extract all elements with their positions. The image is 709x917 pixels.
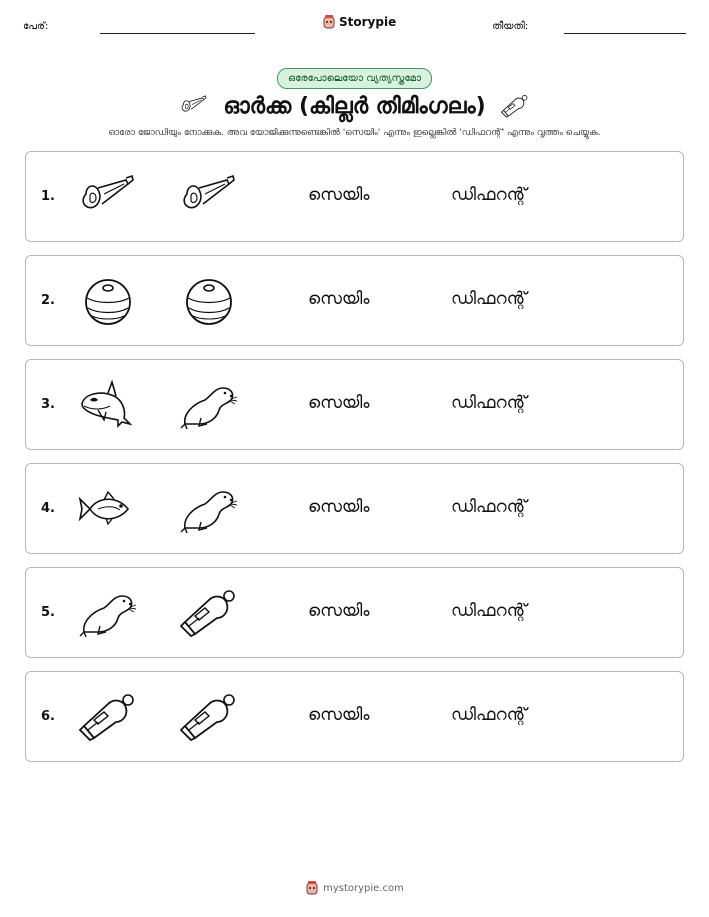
name-label: പേര്: (23, 21, 49, 32)
footer-url: mystorypie.com (323, 882, 404, 894)
ball-icon (179, 276, 239, 326)
same-option[interactable]: സെയിം (308, 289, 370, 309)
date-line (564, 33, 686, 34)
orca-icon (78, 380, 138, 430)
date-label: തീയതി: (492, 21, 529, 32)
fish-icon (78, 484, 138, 534)
ball-icon (78, 276, 138, 326)
same-option[interactable]: സെയിം (308, 601, 370, 621)
whistle-icon (78, 692, 138, 742)
row-number: 2. (41, 293, 55, 308)
page-title: ഓർക്ക (കില്ലർ തിമിംഗലം) (223, 93, 486, 119)
same-option[interactable]: സെയിം (308, 705, 370, 725)
seal-icon (78, 588, 138, 638)
different-option[interactable]: ഡിഫറന്റ് (451, 705, 527, 725)
different-option[interactable]: ഡിഫറന്റ് (451, 289, 527, 309)
title-row (0, 91, 709, 121)
row-number: 6. (41, 709, 55, 724)
name-line (100, 33, 255, 34)
different-option[interactable]: ഡിഫറന്റ് (451, 185, 527, 205)
same-option[interactable]: സെയിം (308, 497, 370, 517)
exercise-row (25, 567, 684, 658)
same-or-different-badge: ഒരേപോലെയോ വ്യത്യസ്തമോ (277, 68, 432, 89)
row-number: 5. (41, 605, 55, 620)
different-option[interactable]: ഡിഫറന്റ് (451, 497, 527, 517)
horn-icon (179, 94, 209, 118)
exercise-row (25, 359, 684, 450)
row-number: 4. (41, 501, 55, 516)
seal-icon (179, 484, 239, 534)
row-number: 3. (41, 397, 55, 412)
different-option[interactable]: ഡിഫറന്റ് (451, 393, 527, 413)
footer (0, 880, 709, 896)
whistle-icon (179, 692, 239, 742)
same-option[interactable]: സെയിം (308, 185, 370, 205)
whistle-icon (500, 94, 530, 118)
row-number: 1. (41, 189, 55, 204)
whistle-icon (179, 588, 239, 638)
brand-name: Storypie (339, 15, 397, 29)
horn-icon (179, 172, 239, 222)
storypie-mascot-icon (305, 880, 319, 896)
same-option[interactable]: സെയിം (308, 393, 370, 413)
worksheet-header (0, 12, 709, 38)
horn-icon (78, 172, 138, 222)
brand-logo (322, 14, 396, 30)
exercise-row (25, 255, 684, 346)
instructions: ഓരോ ജോഡിയും നോക്കുക. അവ യോജിക്കുന്നുണ്ടെങ്കിൽ 'സെയിം' എന്നും ഇല്ലെങ്കിൽ 'ഡിഫറന്റ്' എന്നും വൃത്തം ചെയ്യുക. (108, 128, 601, 138)
exercise-row (25, 151, 684, 242)
seal-icon (179, 380, 239, 430)
storypie-mascot-icon (322, 14, 336, 30)
exercise-row (25, 671, 684, 762)
different-option[interactable]: ഡിഫറന്റ് (451, 601, 527, 621)
exercise-row (25, 463, 684, 554)
